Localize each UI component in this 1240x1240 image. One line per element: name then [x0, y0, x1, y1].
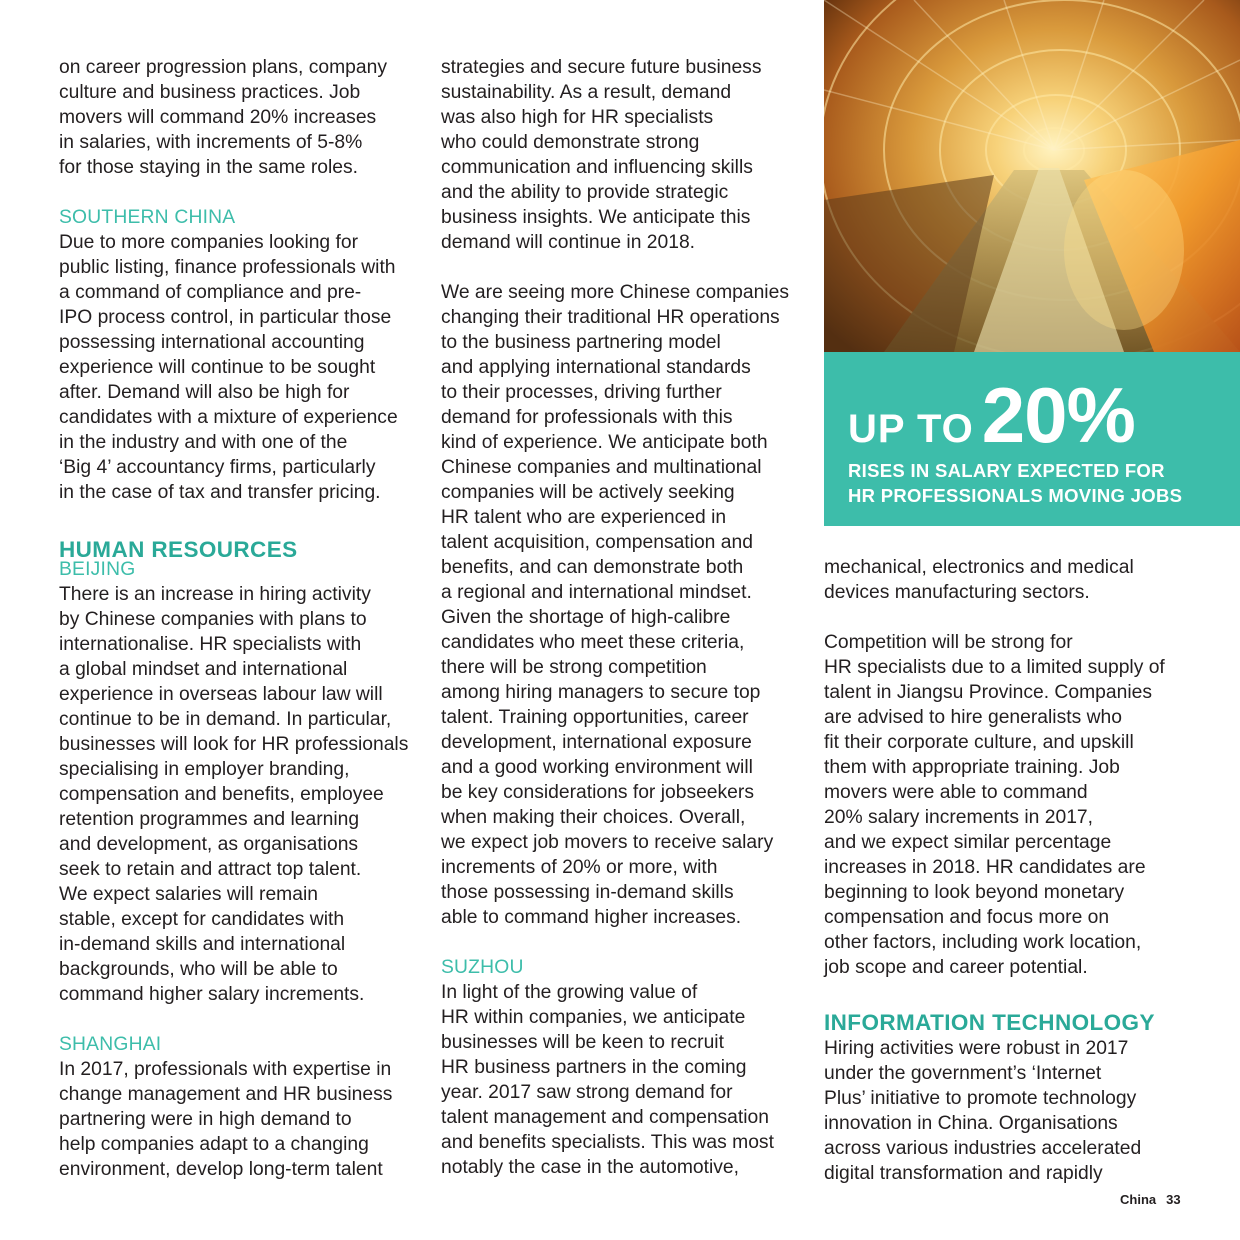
text-line: across various industries accelerated — [824, 1138, 1142, 1159]
text-line: a regional and international mindset. — [441, 582, 752, 603]
text-line: Due to more companies looking for — [59, 232, 359, 253]
text-line: in salaries, with increments of 5-8% — [59, 132, 363, 153]
paragraph — [59, 55, 419, 180]
text-line: businesses will look for HR professionals — [59, 734, 409, 755]
paragraph — [441, 980, 811, 1180]
text-line: movers were able to command — [824, 782, 1088, 803]
text-line: to their processes, driving further — [441, 382, 722, 403]
text-line: a command of compliance and pre- — [59, 282, 362, 303]
text-line: Hiring activities were robust in 2017 — [824, 1038, 1129, 1059]
text-line: candidates who meet these criteria, — [441, 632, 745, 653]
text-line: for those staying in the same roles. — [59, 157, 359, 178]
text-line: by Chinese companies with plans to — [59, 609, 367, 630]
subheading-southern-china: SOUTHERN CHINA — [59, 207, 236, 228]
text-line: HR specialists due to a limited supply of — [824, 657, 1165, 678]
text-line: there will be strong competition — [441, 657, 707, 678]
text-line: specialising in employer branding, — [59, 759, 350, 780]
text-line: was also high for HR specialists — [441, 107, 714, 128]
section-heading-human-resources: HUMAN RESOURCES — [59, 537, 298, 562]
text-line: and we expect similar percentage — [824, 832, 1112, 853]
text-line: retention programmes and learning — [59, 809, 360, 830]
column-3 — [824, 555, 1194, 1186]
text-line: notably the case in the automotive, — [441, 1157, 739, 1178]
callout-subline-1: RISES IN SALARY EXPECTED FOR — [848, 460, 1165, 481]
paragraph — [441, 280, 811, 930]
text-line: benefits, and can demonstrate both — [441, 557, 744, 578]
text-line: experience in overseas labour law will — [59, 684, 383, 705]
subheading-beijing: BEIJING — [59, 559, 136, 580]
paragraph — [824, 555, 1194, 605]
text-line: in-demand skills and international — [59, 934, 346, 955]
column-2 — [441, 55, 811, 1180]
text-line: kind of experience. We anticipate both — [441, 432, 768, 453]
callout-lead: UP TO — [848, 407, 974, 451]
text-line: HR business partners in the coming — [441, 1057, 747, 1078]
tunnel-photo-graphic — [824, 0, 1240, 352]
text-line: who could demonstrate strong — [441, 132, 700, 153]
text-line: job scope and career potential. — [824, 957, 1088, 978]
text-line: development, international exposure — [441, 732, 752, 753]
tunnel-photo — [824, 0, 1240, 352]
text-line: Plus’ initiative to promote technology — [824, 1088, 1137, 1109]
text-line: continue to be in demand. In particular, — [59, 709, 392, 730]
paragraph — [824, 1036, 1194, 1186]
text-line: ‘Big 4’ accountancy firms, particularly — [59, 457, 376, 478]
text-line: and the ability to provide strategic — [441, 182, 729, 203]
text-line: Given the shortage of high-calibre — [441, 607, 731, 628]
text-line: seek to retain and attract top talent. — [59, 859, 362, 880]
text-line: compensation and focus more on — [824, 907, 1110, 928]
text-line: businesses will be keen to recruit — [441, 1032, 724, 1053]
paragraph — [59, 582, 419, 1007]
text-line: change management and HR business — [59, 1084, 393, 1105]
text-line: after. Demand will also be high for — [59, 382, 350, 403]
text-line: We are seeing more Chinese companies — [441, 282, 789, 303]
callout-value: 20% — [981, 371, 1135, 459]
text-line: those possessing in-demand skills — [441, 882, 734, 903]
text-line: compensation and benefits, employee — [59, 784, 384, 805]
text-line: public listing, finance professionals with — [59, 257, 396, 278]
text-line: changing their traditional HR operations — [441, 307, 780, 328]
text-line: among hiring managers to secure top — [441, 682, 761, 703]
text-line: movers will command 20% increases — [59, 107, 377, 128]
text-line: demand will continue in 2018. — [441, 232, 696, 253]
text-line: able to command higher increases. — [441, 907, 742, 928]
paragraph — [441, 55, 811, 255]
text-line: demand for professionals with this — [441, 407, 733, 428]
text-line: on career progression plans, company — [59, 57, 387, 78]
text-line: help companies adapt to a changing — [59, 1134, 369, 1155]
text-line: command higher salary increments. — [59, 984, 365, 1005]
text-line: internationalise. HR specialists with — [59, 634, 362, 655]
section-heading-information-technology: INFORMATION TECHNOLOGY — [824, 1010, 1155, 1035]
text-line: in the case of tax and transfer pricing. — [59, 482, 381, 503]
text-line: increases in 2018. HR candidates are — [824, 857, 1146, 878]
text-line: In 2017, professionals with expertise in — [59, 1059, 392, 1080]
text-line: mechanical, electronics and medical — [824, 557, 1134, 578]
text-line: innovation in China. Organisations — [824, 1113, 1118, 1134]
text-line: There is an increase in hiring activity — [59, 584, 371, 605]
text-line: increments of 20% or more, with — [441, 857, 718, 878]
text-line: and development, as organisations — [59, 834, 359, 855]
text-line: to the business partnering model — [441, 332, 721, 353]
text-line: talent acquisition, compensation and — [441, 532, 753, 553]
text-line: other factors, including work location, — [824, 932, 1142, 953]
text-line: Competition will be strong for — [824, 632, 1073, 653]
text-line: environment, develop long-term talent — [59, 1159, 383, 1180]
text-line: experience will continue to be sought — [59, 357, 376, 378]
text-line: year. 2017 saw strong demand for — [441, 1082, 733, 1103]
text-line: we expect job movers to receive salary — [441, 832, 774, 853]
text-line: under the government’s ‘Internet — [824, 1063, 1102, 1084]
text-line: 20% salary increments in 2017, — [824, 807, 1094, 828]
text-line: beginning to look beyond monetary — [824, 882, 1125, 903]
text-line: and a good working environment will — [441, 757, 753, 778]
text-line: IPO process control, in particular those — [59, 307, 392, 328]
page-footer — [1120, 1192, 1191, 1207]
text-line: In light of the growing value of — [441, 982, 698, 1003]
text-line: be key considerations for jobseekers — [441, 782, 754, 803]
text-line: HR talent who are experienced in — [441, 507, 727, 528]
text-line: devices manufacturing sectors. — [824, 582, 1090, 603]
text-line: candidates with a mixture of experience — [59, 407, 398, 428]
text-line: partnering were in high demand to — [59, 1109, 352, 1130]
text-line: sustainability. As a result, demand — [441, 82, 732, 103]
text-line: and applying international standards — [441, 357, 751, 378]
text-line: stable, except for candidates with — [59, 909, 345, 930]
text-line: possessing international accounting — [59, 332, 365, 353]
text-line: HR within companies, we anticipate — [441, 1007, 746, 1028]
text-line: talent. Training opportunities, career — [441, 707, 749, 728]
subheading-shanghai: SHANGHAI — [59, 1034, 162, 1055]
text-line: in the industry and with one of the — [59, 432, 348, 453]
text-line: backgrounds, who will be able to — [59, 959, 338, 980]
subheading-suzhou: SUZHOU — [441, 957, 524, 978]
text-line: talent in Jiangsu Province. Companies — [824, 682, 1152, 703]
text-line: a global mindset and international — [59, 659, 348, 680]
footer-section: China — [1120, 1192, 1157, 1207]
paragraph — [59, 1057, 419, 1182]
text-line: digital transformation and rapidly — [824, 1163, 1103, 1184]
text-line: when making their choices. Overall, — [441, 807, 746, 828]
text-line: talent management and compensation — [441, 1107, 769, 1128]
text-line: We expect salaries will remain — [59, 884, 318, 905]
text-line: them with appropriate training. Job — [824, 757, 1120, 778]
column-1 — [59, 55, 419, 1182]
page-number: 33 — [1166, 1192, 1181, 1207]
text-line: Chinese companies and multinational — [441, 457, 762, 478]
callout-subline-2: HR PROFESSIONALS MOVING JOBS — [848, 485, 1183, 506]
text-line: companies will be actively seeking — [441, 482, 735, 503]
text-line: and benefits specialists. This was most — [441, 1132, 774, 1153]
text-line: strategies and secure future business — [441, 57, 762, 78]
text-line: culture and business practices. Job — [59, 82, 361, 103]
text-line: fit their corporate culture, and upskill — [824, 732, 1134, 753]
text-line: are advised to hire generalists who — [824, 707, 1122, 728]
text-line: communication and influencing skills — [441, 157, 753, 178]
text-line: business insights. We anticipate this — [441, 207, 751, 228]
salary-callout-box — [824, 352, 1240, 526]
paragraph — [59, 230, 419, 505]
paragraph — [824, 630, 1194, 980]
